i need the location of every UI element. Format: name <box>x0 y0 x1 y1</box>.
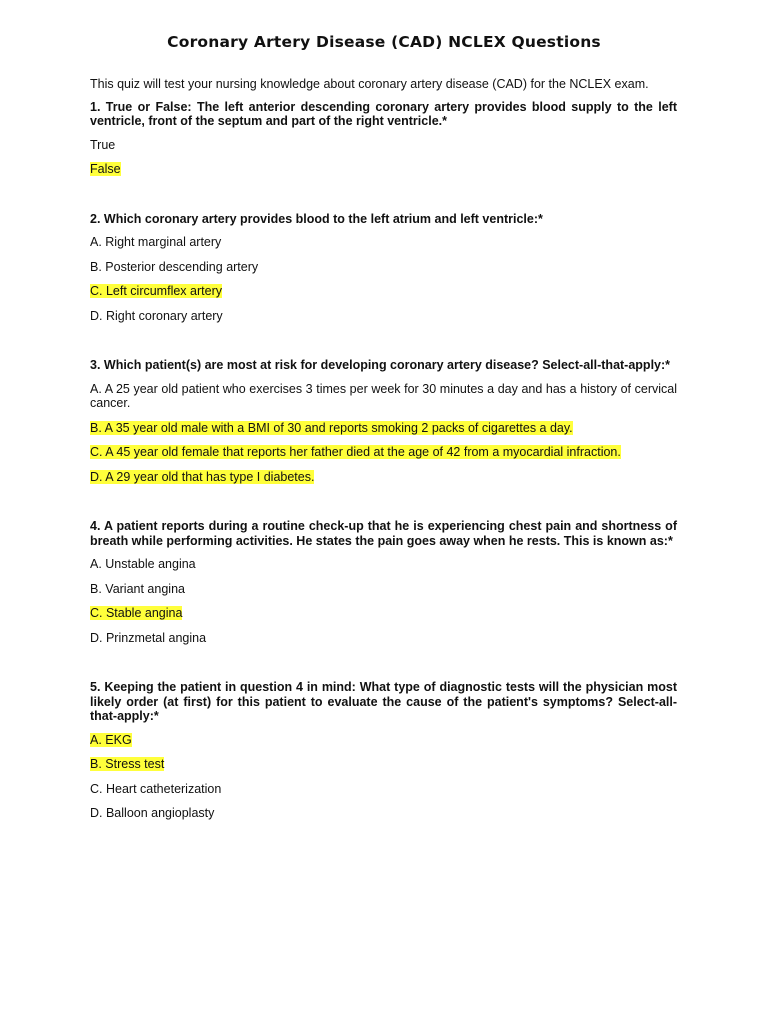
question-4: 4. A patient reports during a routine check-up that he is experiencing chest pain and shortness of breath while performing activities. He states the pain goes away when he rests. This is known as:* <box>90 519 677 548</box>
option-text: C. Heart catheterization <box>90 781 222 796</box>
question-1: 1. True or False: The left anterior descending coronary artery provides blood supply to the left ventricle, front of the septum and part of the right ventricle.* <box>90 99 677 128</box>
highlighted-answer: D. A 29 year old that has type I diabetes. <box>90 469 315 484</box>
q1-option-true <box>90 138 677 153</box>
highlighted-answer: C. Left circumflex artery <box>90 284 222 298</box>
q2-option-c <box>90 284 677 299</box>
question-5: 5. Keeping the patient in question 4 in mind: What type of diagnostic tests will the physician most likely order (at first) for this patient to evaluate the cause of the patient's symptoms? Select-all-that-apply:* <box>90 680 677 723</box>
highlighted-answer: C. A 45 year old female that reports her father died at the age of 42 from a myocardial infraction. <box>90 445 621 459</box>
option-text: B. Posterior descending artery <box>90 259 259 274</box>
q3-option-a <box>90 382 677 411</box>
option-text: B. Variant angina <box>90 581 185 596</box>
option-text: D. Right coronary artery <box>90 308 223 323</box>
q5-option-b <box>90 757 677 772</box>
q5-option-a <box>90 733 677 748</box>
highlighted-answer: C. Stable angina <box>90 606 183 620</box>
intro-text: This quiz will test your nursing knowledge about coronary artery disease (CAD) for the NCLEX exam. <box>90 77 649 91</box>
q3-option-b <box>90 421 677 436</box>
option-text: D. Balloon angioplasty <box>90 806 215 820</box>
q4-option-b <box>90 582 677 597</box>
q3-option-d <box>90 470 677 485</box>
q1-option-false <box>90 162 677 177</box>
highlighted-answer: A. EKG <box>90 732 132 747</box>
q3-option-c <box>90 445 677 460</box>
question-3: 3. Which patient(s) are most at risk for developing coronary artery disease? Select-all-that-apply:* <box>90 358 671 372</box>
question-2: 2. Which coronary artery provides blood to the left atrium and left ventricle:* <box>90 211 543 226</box>
highlighted-answer: B. Stress test <box>90 757 165 771</box>
option-text: A. A 25 year old patient who exercises 3 times per week for 30 minutes a day and has a history of cervical cancer. <box>90 381 677 410</box>
page-title: Coronary Artery Disease (CAD) NCLEX Questions <box>167 33 601 51</box>
quiz-content <box>90 77 677 831</box>
option-text: A. Right marginal artery <box>90 235 222 249</box>
q4-option-d <box>90 631 677 646</box>
q4-option-a <box>90 557 677 572</box>
q5-option-c <box>90 782 677 797</box>
highlighted-answer: False <box>90 162 121 176</box>
q4-option-c <box>90 606 677 621</box>
q5-option-d <box>90 806 677 821</box>
option-text: A. Unstable angina <box>90 557 196 571</box>
highlighted-answer: B. A 35 year old male with a BMI of 30 and reports smoking 2 packs of cigarettes a day. <box>90 420 573 435</box>
option-text: D. Prinzmetal angina <box>90 630 207 645</box>
q2-option-b <box>90 260 677 275</box>
option-text: True <box>90 137 116 152</box>
q2-option-a <box>90 235 677 250</box>
q2-option-d <box>90 309 677 324</box>
